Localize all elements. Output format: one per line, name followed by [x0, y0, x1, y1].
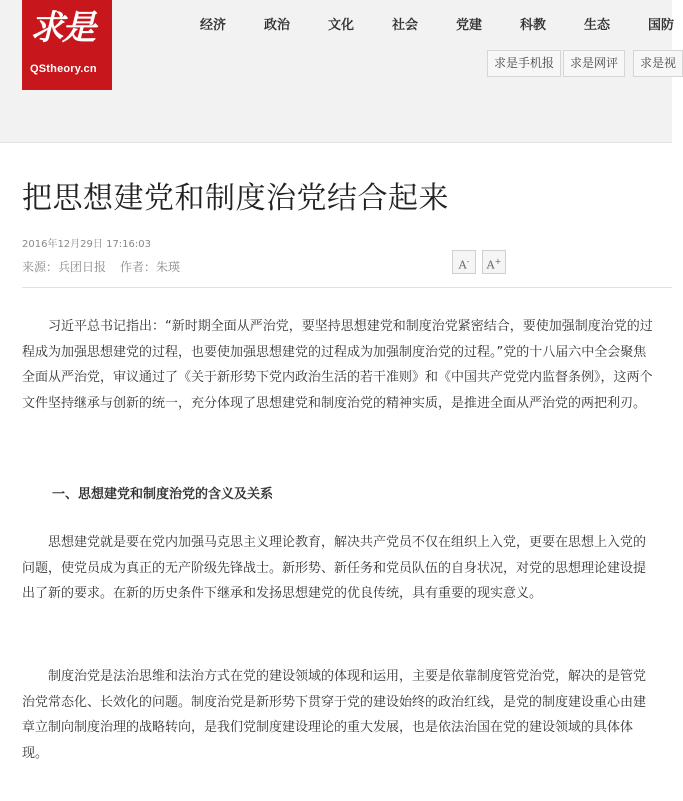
- nav-item-party-building[interactable]: 党建: [456, 18, 483, 33]
- subnav-mobile-news-button[interactable]: 求是手机报: [487, 50, 561, 77]
- nav-item-ecology[interactable]: 生态: [584, 18, 611, 33]
- header-divider: [22, 287, 672, 288]
- font-increase-button[interactable]: [482, 250, 506, 274]
- nav-item-defense[interactable]: 国防: [648, 18, 675, 33]
- site-logo[interactable]: [22, 0, 112, 90]
- article-paragraph: 制度治党是法治思维和法治方式在党的建设领域的体现和运用，主要是依靠制度管党治党，解决的是管党治党常态化、长效化的问题。制度治党是新形势下贯穿于党的建设始终的政治红线，是党的制度建设重心由建章立制向制度治理的战略转向，是我们党制度建设理论的重大发展，也是依法治国在党的建设领域的具体体现。: [22, 669, 647, 761]
- article-date: 2016年12月29日 17:16:03: [22, 239, 151, 250]
- subnav-video-button[interactable]: 求是视: [633, 50, 683, 77]
- font-increase-sign: +: [494, 257, 502, 266]
- subnav-commentary-button[interactable]: 求是网评: [563, 50, 625, 77]
- article-source: 来源：兵团日报: [22, 260, 107, 274]
- nav-item-politics[interactable]: 政治: [264, 18, 291, 33]
- article-paragraph: 思想建党就是要在党内加强马克思主义理论教育，解决共产党员不仅在组织上入党，更要在思想上入党的问题，使党员成为真正的无产阶级先锋战士。新形势、新任务和党员队伍的自身状况，对党的思想理论建设提出了新的要求。在新的历史条件下继承和发扬思想建党的优良传统，具有重要的现实意义。: [22, 535, 647, 602]
- article-paragraph: 习近平总书记指出：“新时期全面从严治党，要坚持思想建党和制度治党紧密结合，要使加强制度治党的过程成为加强思想建党的过程，也要使加强思想建党的过程成为加强制度治党的过程。”党的十八届六中全会聚焦全面从严治党，审议通过了《关于新形势下党内政治生活的若干准则》和《中国共产党党内监督条例》，这两个文件坚持继承与创新的统一，充分体现了思想建党和制度治党的精神实质，是推进全面从严治党的两把利刃。: [22, 319, 653, 411]
- nav-item-science-education[interactable]: 科教: [520, 18, 547, 33]
- nav-item-society[interactable]: 社会: [392, 18, 419, 33]
- font-decrease-sign: -: [466, 257, 470, 266]
- font-increase-label: A: [486, 258, 495, 272]
- article-author: 作者：朱瑛: [120, 260, 181, 274]
- logo-mark: 求是: [30, 8, 94, 48]
- font-decrease-button[interactable]: [452, 250, 476, 274]
- section-heading: 一、思想建党和制度治党的含义及关系: [52, 487, 274, 502]
- article-meta: [22, 258, 180, 275]
- logo-text: QStheory.cn: [30, 63, 97, 75]
- nav-item-culture[interactable]: 文化: [328, 18, 355, 33]
- nav-item-economy[interactable]: 经济: [200, 18, 227, 33]
- font-decrease-label: A: [458, 258, 467, 272]
- article-title: 把思想建党和制度治党结合起来: [22, 181, 449, 216]
- site-header: [0, 0, 677, 143]
